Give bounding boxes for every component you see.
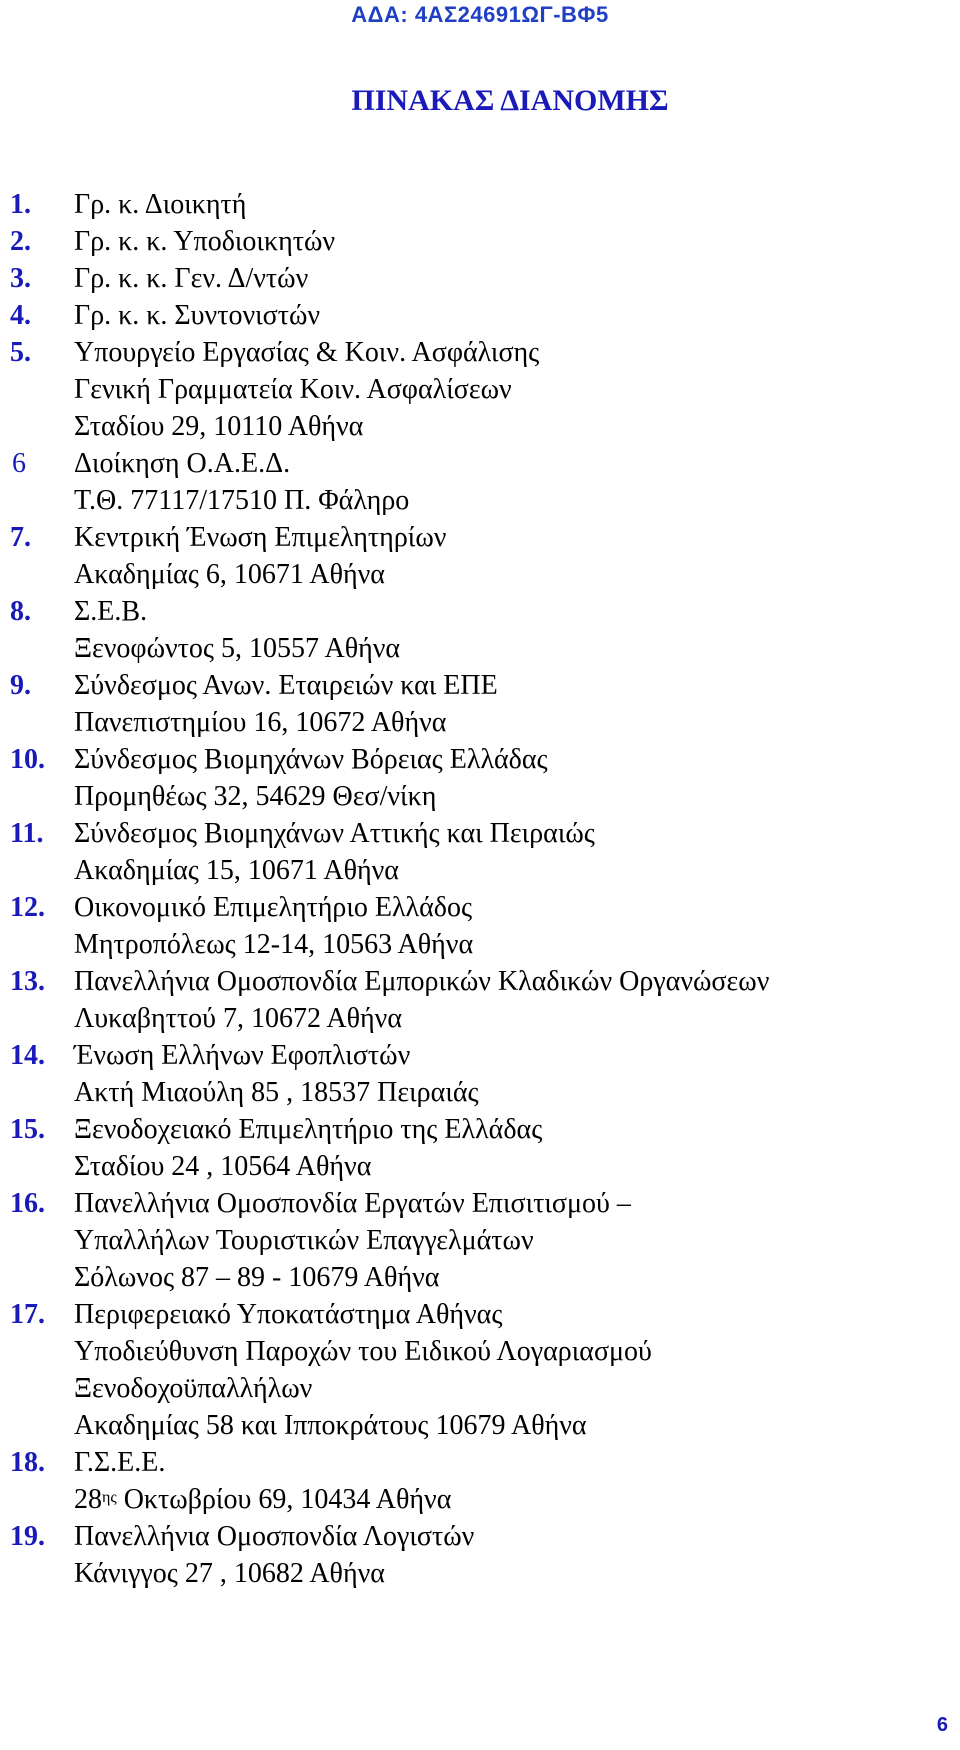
item-number: 12.	[10, 892, 45, 923]
item-line: Υπαλλήλων Τουριστικών Επαγγελμάτων	[74, 1225, 534, 1256]
item-line: Πανελλήνια Ομοσπονδία Λογιστών	[74, 1521, 475, 1552]
page-title: ΠΙΝΑΚΑΣ ΔΙΑΝΟΜΗΣ	[351, 84, 669, 117]
list-item	[0, 1518, 960, 1592]
item-line: Ένωση Ελλήνων Εφοπλιστών	[74, 1040, 411, 1071]
item-line: Γρ. κ. Διοικητή	[74, 189, 247, 220]
list-item	[0, 1185, 960, 1296]
item-line: Κεντρική Ένωση Επιμελητηρίων	[74, 522, 447, 553]
item-line: Ακτή Μιαούλη 85 , 18537 Πειραιάς	[74, 1077, 479, 1108]
list-item	[0, 741, 960, 815]
item-line: Γρ. κ. κ. Συντονιστών	[74, 300, 321, 331]
item-number: 14.	[10, 1040, 45, 1071]
item-line: Ακαδημίας 6, 10671 Αθήνα	[74, 559, 385, 590]
item-line: Περιφερειακό Υποκατάστημα Αθήνας	[74, 1299, 503, 1330]
list-item	[0, 815, 960, 889]
item-line: Σύνδεσμος Βιομηχάνων Βόρειας Ελλάδας	[74, 744, 548, 775]
item-line: Σύνδεσμος Ανων. Εταιρειών και ΕΠΕ	[74, 670, 498, 701]
list-item	[0, 1444, 960, 1518]
item-line: Σταδίου 24 , 10564 Αθήνα	[74, 1151, 372, 1182]
distribution-list	[0, 186, 960, 1592]
item-line: Ξενοδοχοϋπαλλήλων	[74, 1373, 313, 1404]
item-line: Γενική Γραμματεία Κοιν. Ασφαλίσεων	[74, 374, 512, 405]
item-line: Προμηθέως 32, 54629 Θεσ/νίκη	[74, 781, 437, 812]
page-number: 6	[936, 1714, 948, 1736]
item-line: Ξενοδοχειακό Επιμελητήριο της Ελλάδας	[74, 1114, 543, 1145]
item-number: 8.	[10, 596, 31, 627]
item-line: Ακαδημίας 58 και Ιπποκράτους 10679 Αθήνα	[74, 1410, 587, 1441]
list-item	[0, 223, 960, 260]
item-line: Σόλωνος 87 – 89 - 10679 Αθήνα	[74, 1262, 440, 1293]
item-line: Λυκαβηττού 7, 10672 Αθήνα	[74, 1003, 403, 1034]
item-number: 1.	[10, 189, 31, 220]
item-line: Σταδίου 29, 10110 Αθήνα	[74, 411, 364, 442]
item-line: Πανελλήνια Ομοσπονδία Εργατών Επισιτισμού –	[74, 1188, 631, 1219]
list-item	[0, 1111, 960, 1185]
item-line: Ξενοφώντος 5, 10557 Αθήνα	[74, 633, 401, 664]
list-item	[0, 593, 960, 667]
item-number: 13.	[10, 966, 45, 997]
item-line: Γρ. κ. κ. Γεν. Δ/ντών	[74, 263, 309, 294]
list-item	[0, 963, 960, 1037]
item-number: 19.	[10, 1521, 45, 1552]
item-number: 11.	[10, 818, 44, 849]
item-number: 4.	[10, 300, 31, 331]
list-item	[0, 297, 960, 334]
date-rest: Οκτωβρίου 69, 10434 Αθήνα	[116, 1484, 452, 1515]
item-line: Πανεπιστημίου 16, 10672 Αθήνα	[74, 707, 447, 738]
list-item	[0, 186, 960, 223]
item-line: Γρ. κ. κ. Υποδιοικητών	[74, 226, 336, 257]
list-item	[0, 667, 960, 741]
item-number: 10.	[10, 744, 45, 775]
item-number: 7.	[10, 522, 31, 553]
item-number: 16.	[10, 1188, 45, 1219]
list-item	[0, 1037, 960, 1111]
list-item	[0, 445, 960, 519]
list-item	[0, 889, 960, 963]
item-number: 5.	[10, 337, 31, 368]
list-item	[0, 260, 960, 297]
item-number: 2.	[10, 226, 31, 257]
list-item	[0, 334, 960, 445]
item-line: Υπουργείο Εργασίας & Κοιν. Ασφάλισης	[74, 337, 540, 368]
item-line: Μητροπόλεως 12-14, 10563 Αθήνα	[74, 929, 474, 960]
list-item	[0, 1296, 960, 1444]
item-line: Διοίκηση Ο.Α.Ε.Δ.	[74, 448, 291, 479]
item-line: Υποδιεύθυνση Παροχών του Ειδικού Λογαριασμού	[74, 1336, 652, 1367]
item-number: 18.	[10, 1447, 45, 1478]
item-line: Ακαδημίας 15, 10671 Αθήνα	[74, 855, 399, 886]
item-line: Τ.Θ. 77117/17510 Π. Φάληρο	[74, 485, 410, 516]
date-suffix: ης	[102, 1489, 117, 1506]
item-line: Πανελλήνια Ομοσπονδία Εμπορικών Κλαδικών Οργανώσεων	[74, 966, 770, 997]
item-line: Γ.Σ.Ε.Ε.	[74, 1447, 166, 1478]
item-number: 15.	[10, 1114, 45, 1145]
item-number: 17.	[10, 1299, 45, 1330]
ada-header: ΑΔΑ: 4ΑΣ24691ΩΓ-ΒΦ5	[351, 2, 609, 27]
item-line: Σύνδεσμος Βιομηχάνων Αττικής και Πειραιώς	[74, 818, 595, 849]
item-line: Σ.Ε.Β.	[74, 596, 148, 627]
item-line: Κάνιγγος 27 , 10682 Αθήνα	[74, 1558, 385, 1589]
item-number: 9.	[10, 670, 31, 701]
item-number: 6	[12, 448, 26, 479]
item-date-line	[74, 1481, 960, 1518]
list-item	[0, 519, 960, 593]
item-number: 3.	[10, 263, 31, 294]
date-day: 28	[74, 1484, 102, 1515]
item-line: Οικονομικό Επιμελητήριο Ελλάδος	[74, 892, 473, 923]
